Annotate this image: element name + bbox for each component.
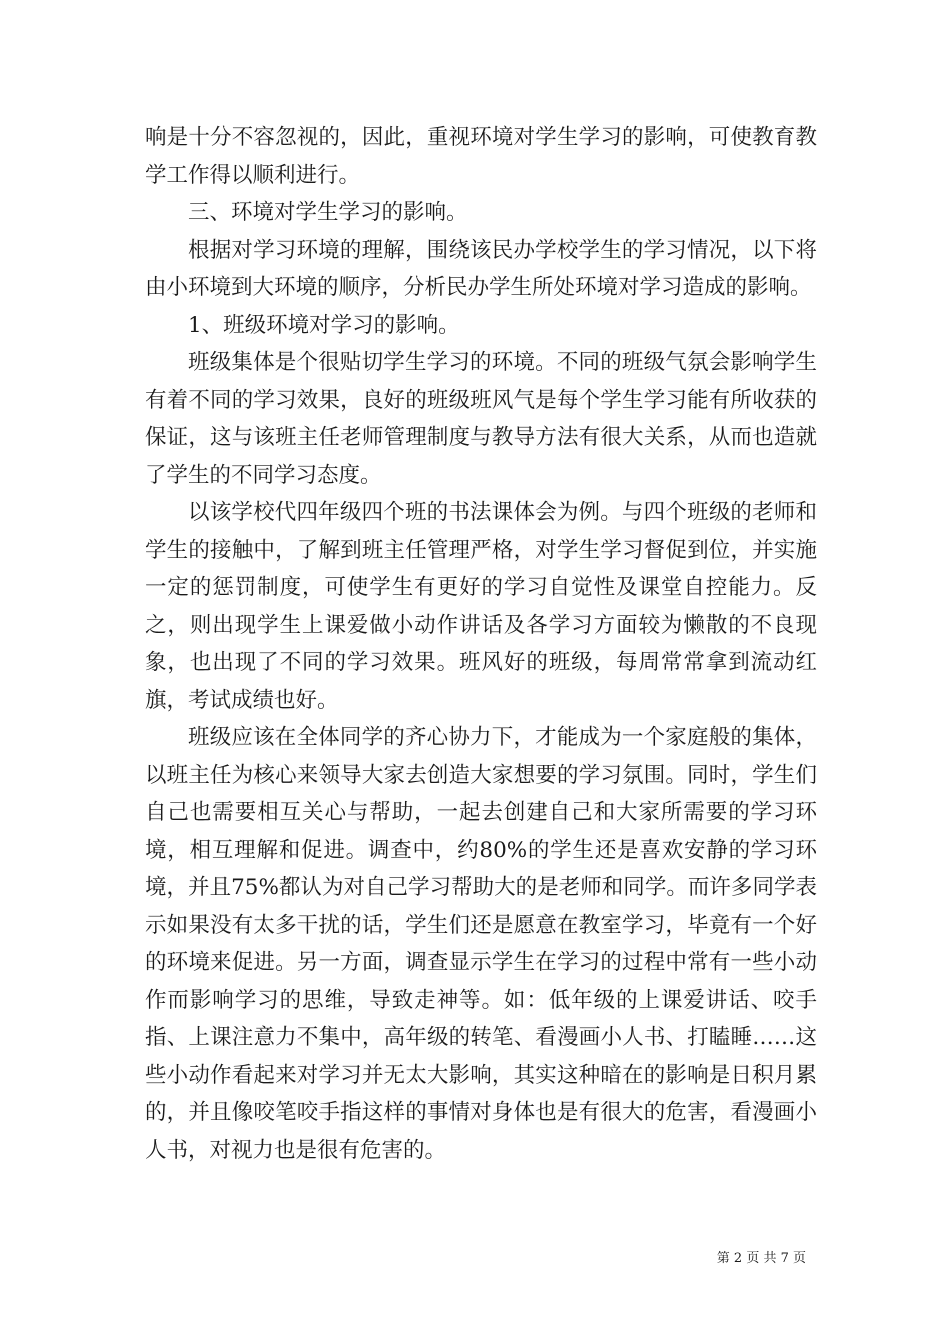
paragraph-survey: 班级应该在全体同学的齐心协力下，才能成为一个家庭般的集体，以班主任为核心来领导大家去创造大家想要的学习氛围。同时，学生们自己也需要相互关心与帮助，一起去创建自己和大家所需要的学习环境，相互理解和促进。调查中，约80%的学生还是喜欢安静的学习环境，并且75%都认为对自己学习帮助大的是老师和同学。而许多同学表示如果没有太多干扰的话，学生们还是愿意在教室学习，毕竟有一个好的环境来促进。另一方面，调查显示学生在学习的过程中常有一些小动作而影响学习的思维，导致走神等。如：低年级的上课爱讲话、咬手指、上课注意力不集中，高年级的转笔、看漫画小人书、打瞌睡……这些小动作看起来对学习并无太大影响，其实这种暗在的影响是日积月累的，并且像咬笔咬手指这样的事情对身体也是有很大的危害，看漫画小人书，对视力也是很有危害的。 (145, 725, 817, 1163)
paragraph-intro: 根据对学习环境的理解，围绕该民办学校学生的学习情况，以下将由小环境到大环境的顺序，分析民办学生所处环境对学习造成的影响。 (145, 237, 817, 300)
paragraph-continuation: 响是十分不容忽视的，因此，重视环境对学生学习的影响，可使教育教学工作得以顺利进行。 (145, 125, 817, 188)
document-body (145, 119, 817, 1169)
subsection-heading-1: 1、班级环境对学习的影响。 (188, 312, 460, 338)
section-heading-3: 三、环境对学生学习的影响。 (188, 200, 468, 225)
page-number-footer: 第 2 页 共 7 页 (716, 1251, 806, 1266)
paragraph-calligraphy-example: 以该学校代四年级四个班的书法课体会为例。与四个班级的老师和学生的接触中，了解到班主任管理严格，对学生学习督促到位，并实施一定的惩罚制度，可使学生有更好的学习自觉性及课堂自控能力。反之，则出现学生上课爱做小动作讲话及各学习方面较为懒散的不良现象，也出现了不同的学习效果。班风好的班级，每周常常拿到流动红旗，考试成绩也好。 (145, 500, 817, 713)
paragraph-class-collective: 班级集体是个很贴切学生学习的环境。不同的班级气氛会影响学生有着不同的学习效果，良好的班级班风气是每个学生学习能有所收获的保证，这与该班主任老师管理制度与教导方法有很大关系，从而也造就了学生的不同学习态度。 (145, 350, 817, 488)
